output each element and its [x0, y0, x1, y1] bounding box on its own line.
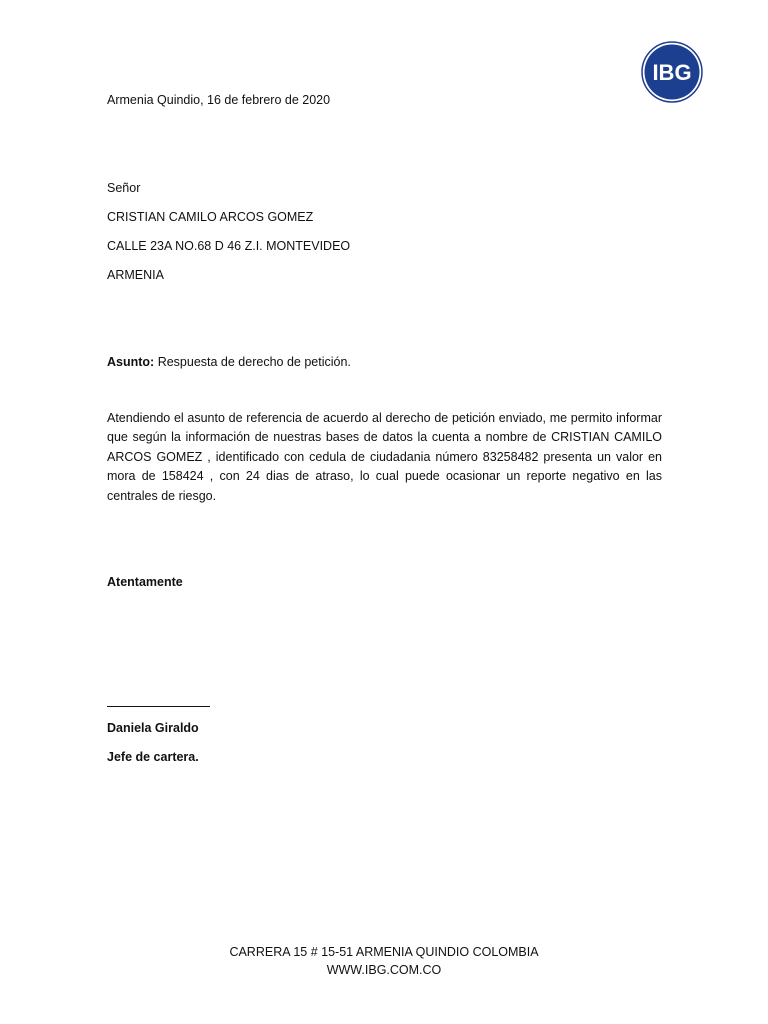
closing: Atentamente	[107, 575, 183, 589]
recipient-city: ARMENIA	[107, 268, 164, 282]
recipient-address: CALLE 23A NO.68 D 46 Z.I. MONTEVIDEO	[107, 239, 351, 253]
body-paragraph: Atendiendo el asunto de referencia de acuerdo al derecho de petición enviado, me permito informar que según la información de nuestras bases de datos la cuenta a nombre de CRISTIAN CAMILO ARCOS GOMEZ , identificado con cedula de ciudadania número 83258482 presenta un valor en mora de 158424 , con 24 dias de atraso, lo cual puede ocasionar un reporte negativo en las centrales de riesgo.	[107, 411, 662, 503]
signer-title: Jefe de cartera.	[107, 750, 199, 764]
ibg-logo	[641, 41, 703, 103]
logo-text: IBG	[652, 60, 692, 85]
subject-label: Asunto:	[107, 355, 155, 369]
signer-name: Daniela Giraldo	[107, 721, 199, 735]
subject-text: Respuesta de derecho de petición.	[154, 355, 351, 369]
subject-line	[107, 354, 351, 370]
footer-address: CARRERA 15 # 15-51 ARMENIA QUINDIO COLOMBIA	[229, 945, 539, 959]
signature-line	[107, 706, 210, 707]
place-date: Armenia Quindio, 16 de febrero de 2020	[107, 93, 331, 107]
recipient-name: CRISTIAN CAMILO ARCOS GOMEZ	[107, 210, 314, 224]
salutation: Señor	[107, 181, 141, 195]
footer-website: WWW.IBG.COM.CO	[326, 963, 442, 977]
